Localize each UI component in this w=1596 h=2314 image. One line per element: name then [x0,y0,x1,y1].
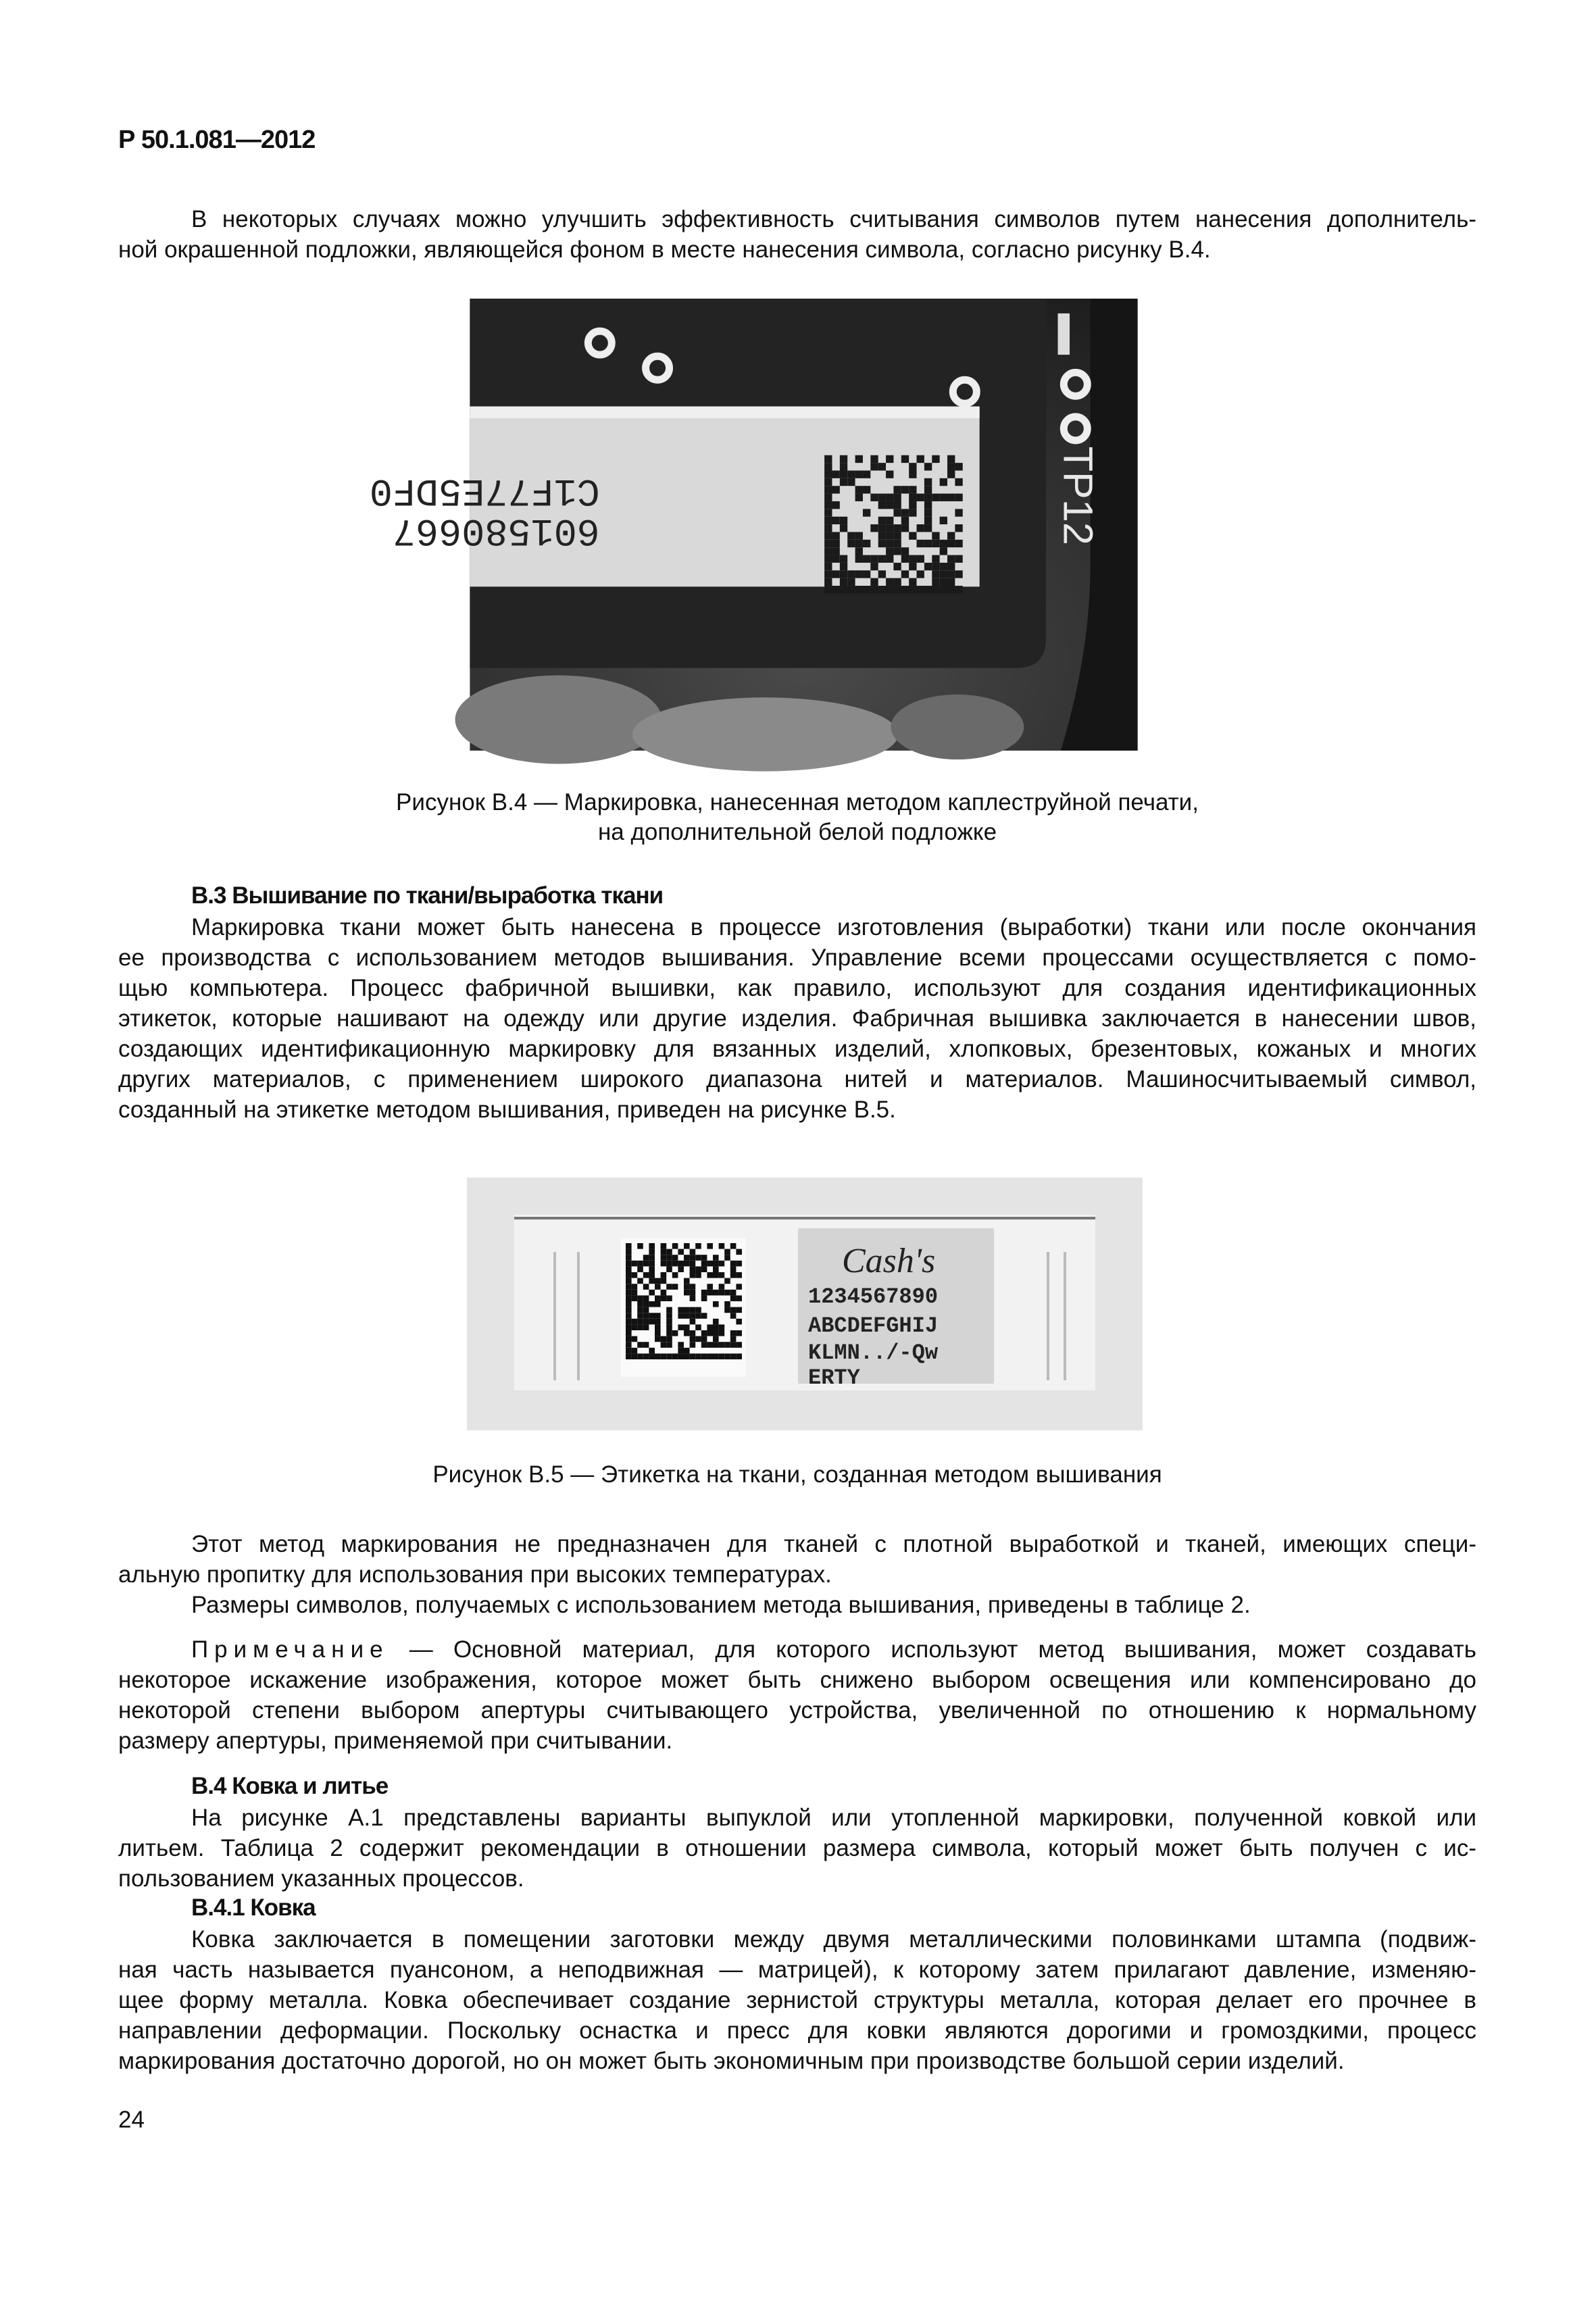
text-line: На рисунке А.1 представлены варианты выпуклой или утопленной маркировки, полученной ковкой или [191,1805,1476,1831]
text-line: ная часть называется пуансоном, а неподвижная — матрицей), к которому затем прилагают давление, изменяю- [118,1957,1476,1983]
code-line-2: 601580667 [392,507,600,551]
label-line: ABCDEFGHIJ [808,1313,939,1338]
note [118,1634,1476,1756]
figure-b4-photo [369,299,1138,751]
text-line: некоторой степени выбором апертуры считывающего устройства, увеличенной по отношению к нормальному [118,1697,1476,1724]
board-label: TP12 [1055,446,1101,545]
text-line: В некоторых случаях можно улучшить эффективность считывания символов путем нанесения дополнитель- [191,206,1476,232]
label-line: ERTY [808,1365,860,1390]
text-line: маркирования достаточно дорогой, но он может быть экономичным при производстве большой серии изделий. [118,2048,1345,2074]
text-line: этикеток, которые нашивают на одежду или другие изделия. Фабричная вышивка заключается в нанесении швов, [118,1005,1476,1032]
section-b3-heading: В.3 Вышивание по ткани/выработка ткани [191,882,664,909]
intro-paragraph [118,204,1476,265]
label-line: KLMN../-Qw [808,1340,939,1365]
text-line: литьем. Таблица 2 содержит рекомендации в отношении размера символа, который может быть получен с ис- [118,1835,1476,1861]
text-line: Маркировка ткани может быть нанесена в процессе изготовления (выработки) ткани или после окончания [191,914,1476,940]
text-line: альную пропитку для использования при высоких температурах. [118,1561,832,1588]
text-line: созданный на этикетке методом вышивания, приведен на рисунке В.5. [118,1097,896,1123]
figure-b5-photo [467,1178,1143,1430]
document-code: Р 50.1.081—2012 [118,126,316,154]
text-line: Размеры символов, получаемых с использованием метода вышивания, приведены в таблице 2. [191,1592,1251,1618]
figure-b4-caption [118,788,1476,847]
text-line: размеру апертуры, применяемой при считывании. [118,1728,673,1754]
text-line: ной окрашенной подложки, являющейся фоном в месте нанесения символа, согласно рисунку В.4. [118,236,1211,263]
text-line: Ковка заключается в помещении заготовки между двумя металлическими половинками штампа (подвиж- [191,1926,1476,1953]
section-b4-paragraph [118,1803,1476,1894]
text-line: щью компьютера. Процесс фабричной вышивки, как правило, используют для создания идентификационных [118,975,1476,1001]
text-line: ее производства с использованием методов вышивания. Управление всеми процессами осуществляется с помо- [118,945,1476,971]
method-paragraph [118,1529,1476,1590]
label-line: 1234567890 [808,1284,939,1309]
code-line-1: C1F77E5DF0 [369,468,600,511]
text-line: направлении деформации. Поскольку оснастка и пресс для ковки являются дорогими и громоздкими, процесс [118,2017,1476,2044]
note-lines [118,1665,1476,1756]
page-number: 24 [118,2107,145,2133]
text-line: некоторое искажение изображения, которое может быть снижено выбором освещения или компенсировано до [118,1667,1476,1693]
section-b41-paragraph [118,1924,1476,2076]
text-line: Этот метод маркирования не предназначен для тканей с плотной выработкой и тканей, имеющих специ- [191,1531,1476,1557]
text-line: других материалов, с применением широкого диапазона нитей и материалов. Машиносчитываемый символ, [118,1066,1476,1092]
section-b4-heading: В.4 Ковка и литье [191,1773,389,1799]
text-line: создающих идентификационную маркировку для вязанных изделий, хлопковых, брезентовых, кожаных и многих [118,1036,1476,1062]
section-b3-paragraph [118,912,1476,1125]
note-first-line [118,1634,1476,1665]
brand-logo: Cash's [842,1242,936,1280]
text-line: пользованием указанных процессов. [118,1865,524,1892]
sizes-paragraph [118,1590,1476,1620]
caption-line: Рисунок В.4 — Маркировка, нанесенная методом каплеструйной печати, [396,789,1199,815]
figure-b5-caption: Рисунок В.5 — Этикетка на ткани, созданная методом вышивания [432,1461,1162,1488]
section-b41-heading: В.4.1 Ковка [191,1894,316,1921]
note-label: Примечание [191,1636,389,1663]
note-text: — Основной материал, для которого используют метод вышивания, может создавать [389,1636,1476,1663]
text-line: щее форму металла. Ковка обеспечивает создание зернистой структуры металла, которая делает его прочнее в [118,1987,1476,2013]
caption-line: на дополнительной белой подложке [597,819,997,845]
